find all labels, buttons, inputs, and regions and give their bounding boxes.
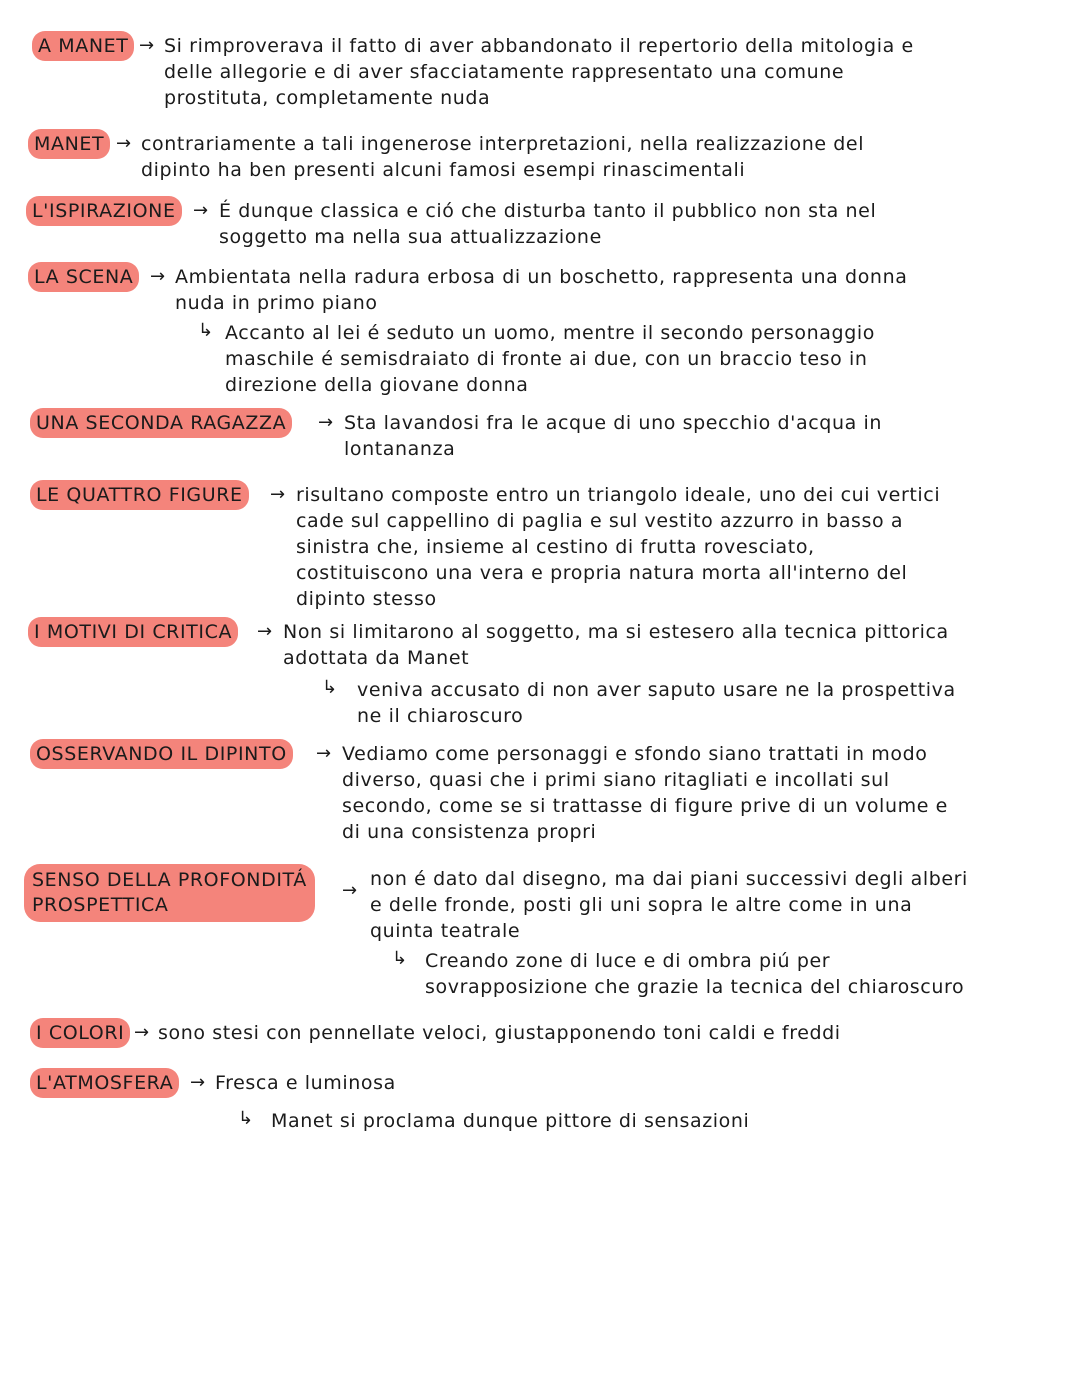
arrow-icon: → [150, 266, 166, 287]
arrow-icon: → [316, 743, 332, 764]
hook-arrow-icon: ↳ [322, 677, 338, 698]
text-line: di una consistenza propri [342, 821, 597, 843]
text-line: Accanto al lei é seduto un uomo, mentre il secondo personaggio [225, 322, 875, 344]
text-line: Non si limitarono al soggetto, ma si estesero alla tecnica pittorica [283, 621, 949, 643]
text-line: Si rimproverava il fatto di aver abbandonato il repertorio della mitologia e [164, 35, 914, 57]
text-line: veniva accusato di non aver saputo usare ne la prospettiva [357, 679, 956, 701]
topic-text-manet [141, 131, 864, 183]
text-line: dipinto ha ben presenti alcuni famosi esempi rinascimentali [141, 159, 746, 181]
sub-text-la-scena [225, 320, 875, 398]
arrow-icon: → [257, 621, 273, 642]
topic-text-seconda-ragazza [344, 410, 882, 462]
text-line: dipinto stesso [296, 588, 437, 610]
text-line: cade sul cappellino di paglia e sul vestito azzurro in basso a [296, 510, 904, 532]
topic-text-senso-profondita [370, 866, 968, 944]
topic-label-ispirazione: L'ISPIRAZIONE [26, 196, 182, 226]
sub-text-senso-profondita [425, 948, 964, 1000]
topic-text-colori [158, 1020, 841, 1046]
text-line: soggetto ma nella sua attualizzazione [219, 226, 602, 248]
text-line: direzione della giovane donna [225, 374, 529, 396]
text-line: prostituta, completamente nuda [164, 87, 491, 109]
text-line: lontananza [344, 438, 456, 460]
text-line: sovrapposizione che grazie la tecnica del chiaroscuro [425, 976, 965, 998]
text-line: costituiscono una vera e propria natura morta all'interno del [296, 562, 908, 584]
topic-label-senso-profondita [24, 864, 315, 922]
sub-text-motivi-critica [357, 677, 956, 729]
text-line: ne il chiaroscuro [357, 705, 524, 727]
text-line: contrariamente a tali ingenerose interpretazioni, nella realizzazione del [141, 133, 865, 155]
text-line: non é dato dal disegno, ma dai piani successivi degli alberi [370, 868, 968, 890]
text-line: Sta lavandosi fra le acque di uno specchio d'acqua in [344, 412, 882, 434]
topic-text-motivi-critica [283, 619, 949, 671]
text-line: Manet si proclama dunque pittore di sensazioni [271, 1110, 750, 1132]
hook-arrow-icon: ↳ [392, 948, 408, 969]
topic-label-la-scena: LA SCENA [28, 262, 139, 292]
text-line: Fresca e luminosa [215, 1072, 396, 1094]
arrow-icon: → [190, 1072, 206, 1093]
text-line: Ambientata nella radura erbosa di un boschetto, rappresenta una donna [175, 266, 908, 288]
topic-label-a-manet: A MANET [32, 31, 134, 61]
text-line: secondo, come se si trattasse di figure prive di un volume e [342, 795, 948, 817]
topic-text-la-scena [175, 264, 907, 316]
arrow-icon: → [139, 35, 155, 56]
text-line: sinistra che, insieme al cestino di frutta rovesciato, [296, 536, 815, 558]
topic-label-manet: MANET [28, 129, 110, 159]
text-line: Creando zone di luce e di ombra piú per [425, 950, 831, 972]
topic-text-a-manet [164, 33, 914, 111]
topic-label-osservando-dipinto: OSSERVANDO IL DIPINTO [30, 739, 293, 769]
topic-text-quattro-figure [296, 482, 940, 612]
text-line: sono stesi con pennellate veloci, giustapponendo toni caldi e freddi [158, 1022, 841, 1044]
arrow-icon: → [318, 412, 334, 433]
text-line: diverso, quasi che i primi siano ritagliati e incollati sul [342, 769, 890, 791]
text-line: quinta teatrale [370, 920, 521, 942]
arrow-icon: → [193, 200, 209, 221]
topic-label-quattro-figure: LE QUATTRO FIGURE [30, 480, 249, 510]
topic-text-osservando-dipinto [342, 741, 948, 845]
label-line: PROSPETTICA [32, 894, 169, 916]
text-line: É dunque classica e ció che disturba tanto il pubblico non sta nel [219, 200, 877, 222]
topic-label-motivi-critica: I MOTIVI DI CRITICA [28, 617, 238, 647]
text-line: delle allegorie e di aver sfacciatamente rappresentato una comune [164, 61, 845, 83]
arrow-icon: → [270, 484, 286, 505]
text-line: maschile é semisdraiato di fronte ai due, con un braccio teso in [225, 348, 868, 370]
topic-label-seconda-ragazza: UNA SECONDA RAGAZZA [30, 408, 292, 438]
topic-text-atmosfera [215, 1070, 396, 1096]
text-line: risultano composte entro un triangolo ideale, uno dei cui vertici [296, 484, 941, 506]
hook-arrow-icon: ↳ [198, 320, 214, 341]
arrow-icon: → [342, 880, 358, 901]
text-line: e delle fronde, posti gli uni sopra le altre come in una [370, 894, 913, 916]
hook-arrow-icon: ↳ [238, 1108, 254, 1129]
topic-text-ispirazione [219, 198, 876, 250]
text-line: Vediamo come personaggi e sfondo siano trattati in modo [342, 743, 928, 765]
label-line: SENSO DELLA PROFONDITÁ [32, 869, 307, 891]
text-line: adottata da Manet [283, 647, 470, 669]
topic-label-colori: I COLORI [30, 1018, 130, 1048]
arrow-icon: → [134, 1022, 150, 1043]
topic-label-atmosfera: L'ATMOSFERA [30, 1068, 179, 1098]
sub-text-atmosfera [271, 1108, 749, 1134]
text-line: nuda in primo piano [175, 292, 378, 314]
arrow-icon: → [116, 133, 132, 154]
